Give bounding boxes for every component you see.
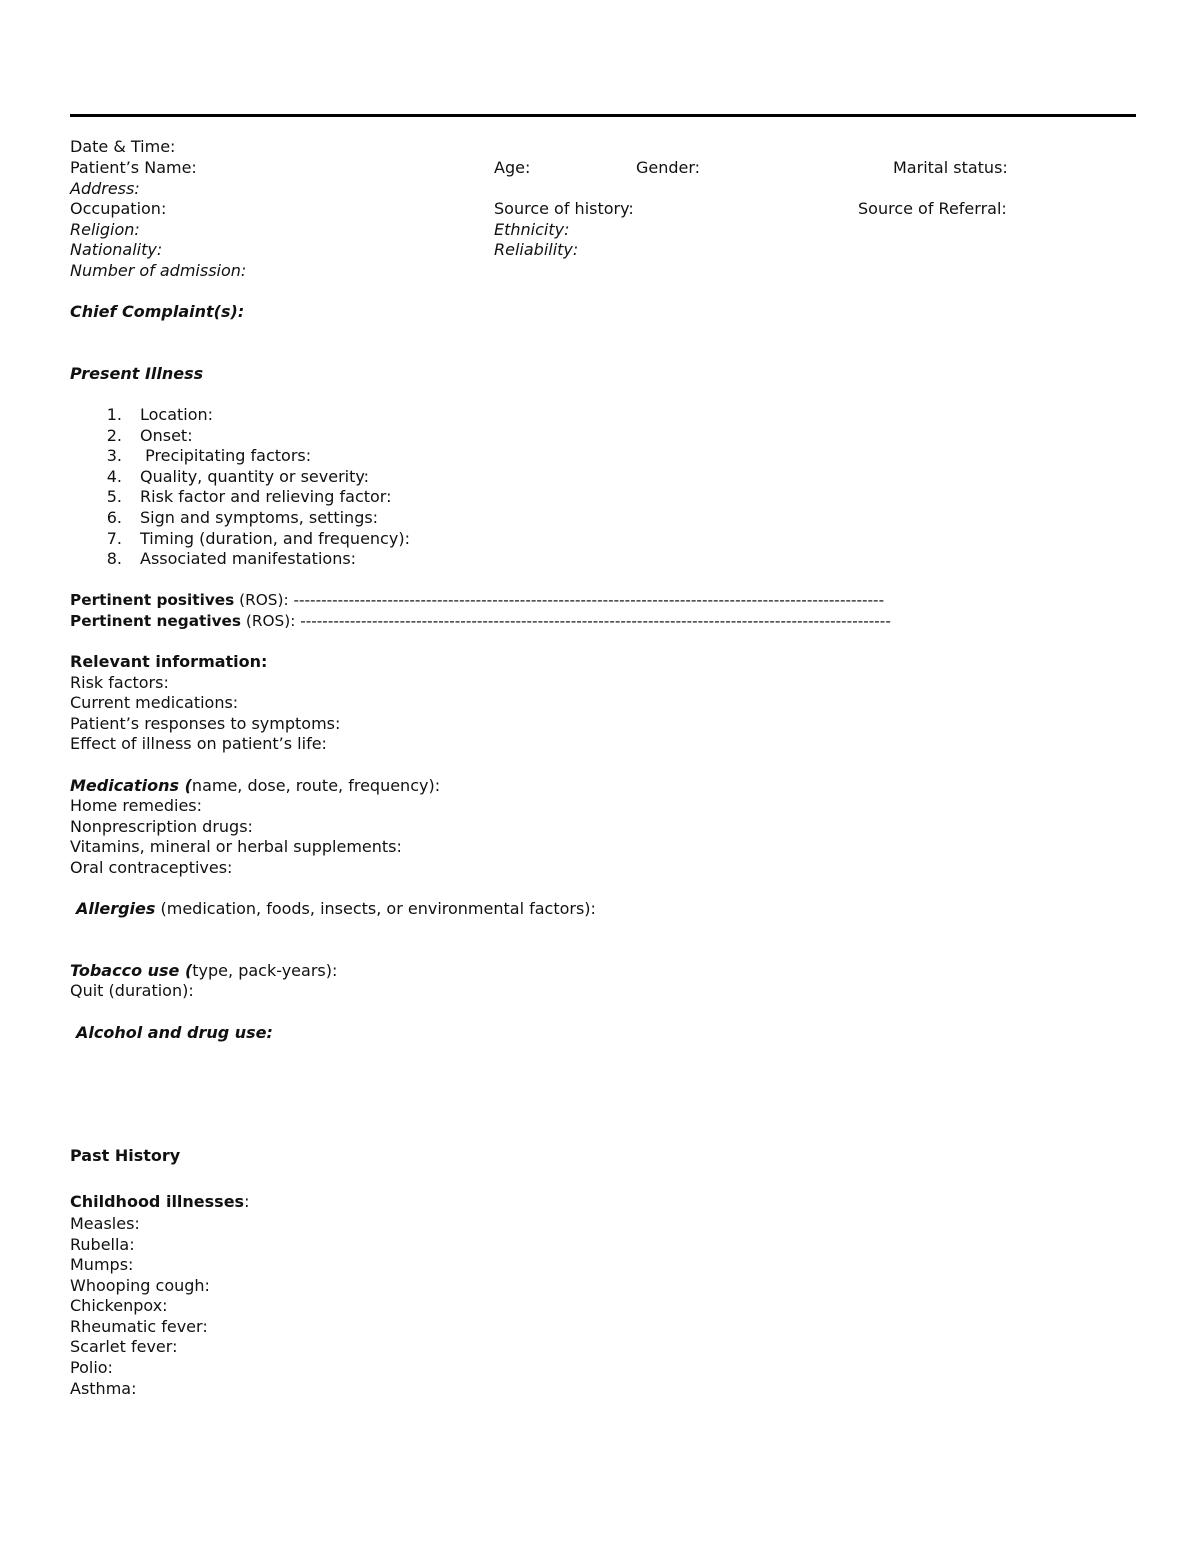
list-item-text: Sign and symptoms, settings: [140,508,379,527]
alcohol-drug-heading: Alcohol and drug use: [76,1023,273,1042]
relevant-line: Patient’s responses to symptoms: [70,714,341,733]
occupation-label: Occupation: [70,199,167,218]
childhood-illness-item: Rubella: [70,1235,135,1254]
list-item-text: Location: [140,405,214,424]
address-label: Address: [70,179,140,198]
childhood-illness-item: Polio: [70,1358,113,1377]
childhood-illness-item: Mumps: [70,1255,134,1274]
list-item [70,467,369,487]
pertinent-negatives-label: Pertinent negatives [70,612,242,630]
relevant-line: Effect of illness on patient’s life: [70,734,327,753]
childhood-illness-item: Chickenpox: [70,1296,168,1315]
medications-item: Nonprescription drugs: [70,817,253,836]
list-item-text: Onset: [140,426,193,445]
religion-label: Religion: [70,220,140,239]
tobacco-quit: Quit (duration): [70,981,194,1000]
reliability-label: Reliability: [494,240,579,259]
list-number: 8. [106,549,122,568]
list-item [70,529,410,549]
list-item [70,426,193,446]
list-item [70,405,213,425]
relevant-line: Risk factors: [70,673,169,692]
list-item [70,487,391,507]
allergies-label: Allergies [76,899,156,918]
childhood-illnesses-label: Childhood illnesses [70,1192,245,1211]
source-of-history-label: Source of history: [494,199,634,218]
list-item [70,446,311,466]
medications-item: Home remedies: [70,796,203,815]
list-number: 6. [106,508,122,527]
nationality-label: Nationality: [70,240,163,259]
date-time-label: Date & Time: [70,137,176,156]
gender-label: Gender: [636,158,701,177]
list-item [70,549,356,569]
list-item-text: Precipitating factors: [140,446,312,465]
pertinent-negatives-line [70,611,891,631]
list-number: 7. [106,529,122,548]
childhood-illness-item: Rheumatic fever: [70,1317,208,1336]
list-item-text: Risk factor and relieving factor: [140,487,392,506]
patient-name-label: Patient’s Name: [70,158,197,177]
medications-item: Oral contraceptives: [70,858,233,877]
list-number: 5. [106,487,122,506]
age-label: Age: [494,158,531,177]
pertinent-positives-label: Pertinent positives [70,591,235,609]
source-of-referral-label: Source of Referral: [858,199,1007,218]
childhood-illnesses-colon: : [244,1192,250,1211]
marital-status-label: Marital status: [893,158,1008,177]
pertinent-positives-rest: (ROS): ----------------------------------------------------------------------------------------------------------- [234,591,885,609]
medications-item: Vitamins, mineral or herbal supplements: [70,837,402,856]
pertinent-positives-line [70,590,884,610]
childhood-illnesses-heading [70,1192,249,1212]
childhood-illness-item: Measles: [70,1214,140,1233]
present-illness-heading: Present Illness [70,364,204,383]
childhood-illness-item: Scarlet fever: [70,1337,178,1356]
pertinent-negatives-rest: (ROS): ----------------------------------------------------------------------------------------------------------- [241,612,891,630]
medications-label: Medications ( [70,776,192,795]
number-of-admission-label: Number of admission: [70,261,247,280]
relevant-line: Current medications: [70,693,239,712]
allergies-line [76,899,596,919]
tobacco-rest: type, pack-years): [192,961,338,980]
list-item-text: Associated manifestations: [140,549,357,568]
medications-line [70,776,440,796]
ethnicity-label: Ethnicity: [494,220,570,239]
medications-rest: name, dose, route, frequency): [191,776,441,795]
list-item-text: Timing (duration, and frequency): [140,529,410,548]
chief-complaint-heading: Chief Complaint(s): [70,302,245,321]
past-history-heading: Past History [70,1146,181,1165]
list-number: 1. [106,405,122,424]
list-number: 2. [106,426,122,445]
allergies-rest: (medication, foods, insects, or environmental factors): [155,899,596,918]
relevant-information-heading: Relevant information: [70,652,268,671]
top-horizontal-rule [70,114,1136,117]
list-item [70,508,378,528]
childhood-illness-item: Whooping cough: [70,1276,210,1295]
list-number: 4. [106,467,122,486]
list-number: 3. [106,446,122,465]
list-item-text: Quality, quantity or severity: [140,467,370,486]
childhood-illness-item: Asthma: [70,1379,137,1398]
tobacco-line [70,961,337,981]
tobacco-label: Tobacco use ( [70,961,193,980]
